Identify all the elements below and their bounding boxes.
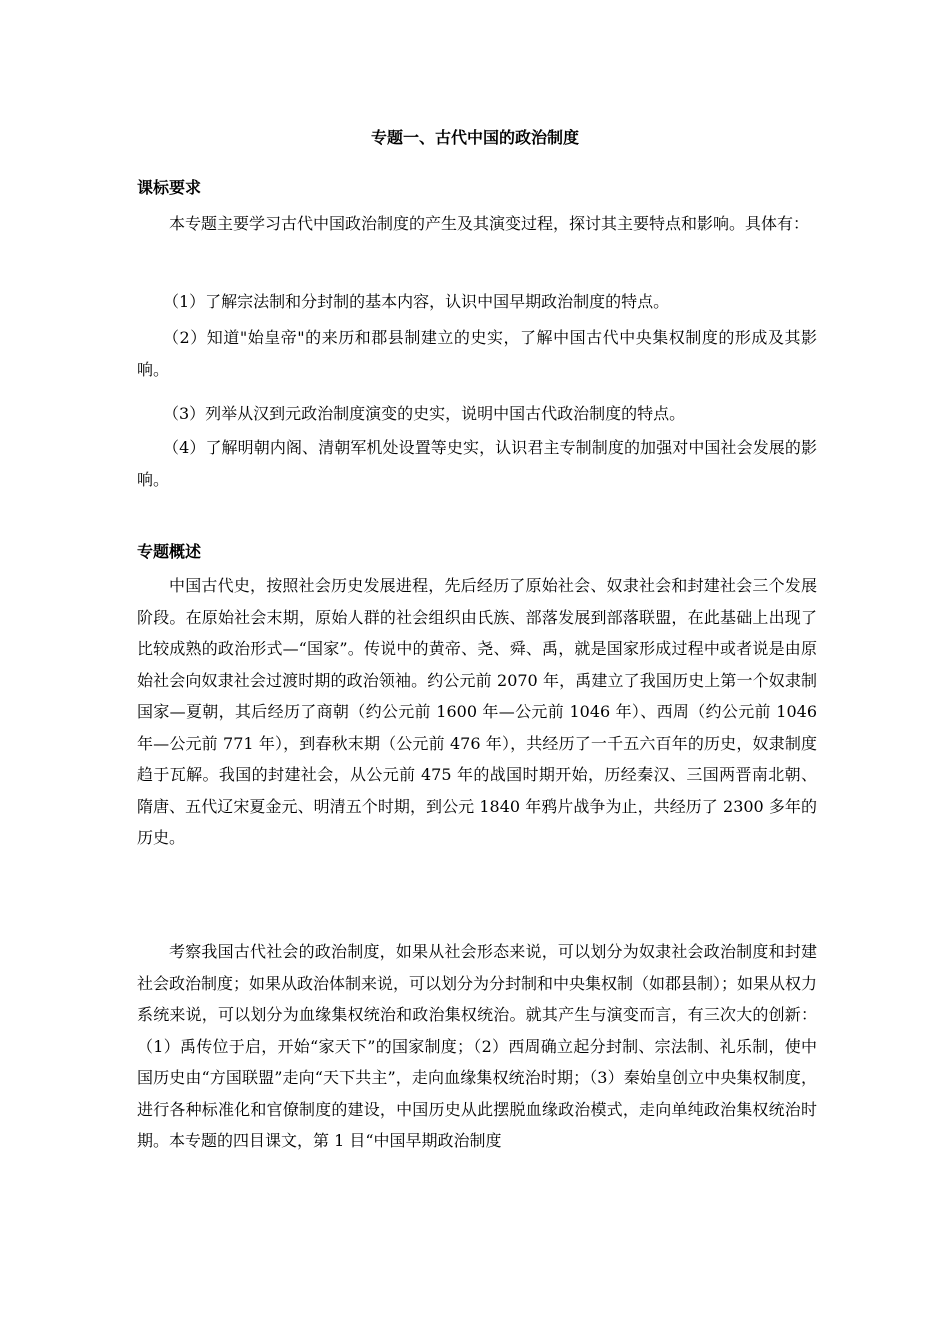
section-heading-overview: 专题概述 (137, 542, 202, 561)
curriculum-item-2: （2）知道"始皇帝"的来历和郡县制建立的史实，了解中国古代中央集权制度的形成及其影响。 (137, 328, 817, 379)
curriculum-item-1: （1）了解宗法制和分封制的基本内容，认识中国早期政治制度的特点。 (163, 292, 670, 311)
section-heading-curriculum: 课标要求 (137, 178, 202, 197)
overview-paragraph-1: 中国古代史，按照社会历史发展进程，先后经历了原始社会、奴隶社会和封建社会三个发展阶段。在原始社会末期，原始人群的社会组织由氏族、部落发展到部落联盟，在此基础上出现了比较成熟的政治形式—“国家”。传说中的黄帝、尧、舜、禹，就是国家形成过程中或者说是由原始社会向奴隶社会过渡时期的政治领袖。约公元前 2070 年，禹建立了我国历史上第一个奴隶制国家—夏朝，其后经历了商朝（约公元前 1600 年—公元前 1046 年）、西周（约公元前 1046 年—公元前 771 年），到春秋末期（公元前 476 年），共经历了一千五六百年的历史，奴隶制度趋于瓦解。我国的封建社会，从公元前 475 年的战国时期开始，历经秦汉、三国两晋南北朝、隋唐、五代辽宋夏金元、明清五个时期，到公元 1840 年鸦片战争为止，共经历了 2300 多年的历史。 (137, 576, 817, 847)
document-title: 专题一、古代中国的政治制度 (370, 128, 579, 147)
overview-paragraph-2: 考察我国古代社会的政治制度，如果从社会形态来说，可以划分为奴隶社会政治制度和封建社会政治制度；如果从政治体制来说，可以划分为分封制和中央集权制（如郡县制）；如果从权力系统来说，可以划分为血缘集权统治和政治集权统治。就其产生与演变而言，有三次大的创新：（1）禹传位于启，开始“家天下”的国家制度；（2）西周确立起分封制、宗法制、礼乐制，使中国历史由“方国联盟”走向“天下共主”，走向血缘集权统治时期；（3）秦始皇创立中央集权制度，进行各种标准化和官僚制度的建设，中国历史从此摆脱血缘政治模式，走向单纯政治集权统治时期。本专题的四目课文，第 1 目“中国早期政治制度 (137, 942, 818, 1150)
curriculum-item-4: （4）了解明朝内阁、清朝军机处设置等史实，认识君主专制制度的加强对中国社会发展的影响。 (137, 438, 817, 489)
curriculum-intro-paragraph: 本专题主要学习古代中国政治制度的产生及其演变过程，探讨其主要特点和影响。具体有： (169, 214, 810, 233)
curriculum-item-3: （3）列举从汉到元政治制度演变的史实，说明中国古代政治制度的特点。 (163, 404, 686, 423)
